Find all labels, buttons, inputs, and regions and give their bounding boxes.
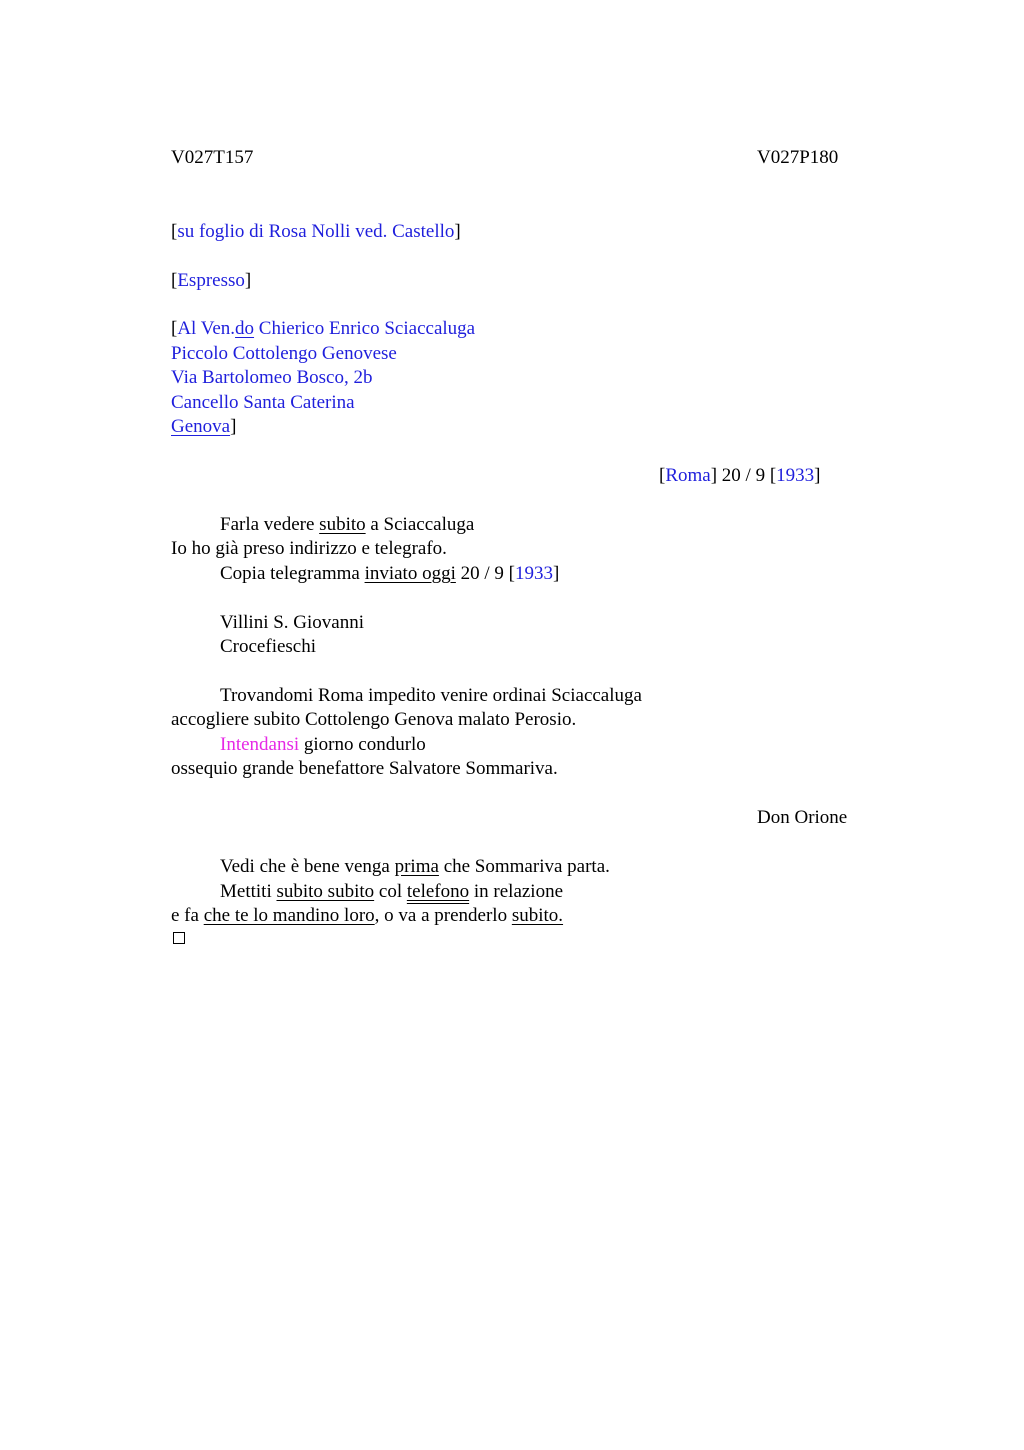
- body-l1-pre: Farla vedere: [220, 514, 320, 535]
- address-l1-abbr: do: [235, 318, 255, 339]
- ps-l2-post: in relazione: [469, 881, 564, 902]
- address-l1-pre: Al Ven.: [177, 318, 236, 339]
- editorial-note-sheet: [su foglio di Rosa Nolli ved. Castello]: [171, 221, 461, 242]
- date-place: Roma: [665, 465, 711, 486]
- ps-l1-post: che Sommariva parta.: [438, 856, 610, 877]
- body-l1-post: a Sciaccaluga: [365, 514, 475, 535]
- ps-l1-underlined: prima: [394, 856, 439, 877]
- telegram-line-2: accogliere subito Cottolengo Genova malato Perosio.: [171, 709, 577, 730]
- address-line-4: Cancello Santa Caterina: [171, 392, 355, 413]
- body-line-3: Copia telegramma inviato oggi 20 / 9 [1933]: [220, 563, 560, 584]
- telegram-l3-post: giorno condurlo: [299, 734, 426, 755]
- express-note-text: Espresso: [177, 270, 245, 291]
- header-left-code: V027T157: [171, 147, 254, 168]
- address-line-2: Piccolo Cottolengo Genovese: [171, 343, 397, 364]
- ps-l2-underlined: subito subito: [276, 881, 375, 902]
- ps-l2-mid: col: [374, 881, 407, 902]
- telegram-line-3: [220, 733, 426, 757]
- body-l3-pre: Copia telegramma: [220, 563, 365, 584]
- date-year: 1933: [776, 465, 815, 486]
- telegram-address-1: Villini S. Giovanni: [220, 612, 365, 633]
- address-line-3: Via Bartolomeo Bosco, 2b: [171, 367, 373, 388]
- date-day-month: 20 / 9: [721, 465, 766, 486]
- body-line-2: Io ho già preso indirizzo e telegrafo.: [171, 538, 447, 559]
- ps-l3-underlined-2: subito.: [511, 905, 564, 926]
- telegram-line-1: Trovandomi Roma impedito venire ordinai Sciaccaluga: [220, 685, 642, 706]
- telegram-line-4: ossequio grande benefattore Salvatore Sommariva.: [171, 758, 558, 779]
- postscript-line-2: [220, 880, 563, 904]
- ps-l3-underlined: che te lo mandino loro: [203, 905, 375, 926]
- telegram-highlight-word: Intendansi: [220, 734, 300, 755]
- telegram-address-2: Crocefieschi: [220, 636, 317, 657]
- address-city: Genova: [171, 416, 231, 437]
- body-line-1: [220, 513, 474, 537]
- ps-l3-pre: e fa: [171, 905, 204, 926]
- body-l3-year: 1933: [514, 563, 553, 584]
- sheet-note-text: su foglio di Rosa Nolli ved. Castello: [177, 221, 455, 242]
- postscript-line-3: [171, 904, 563, 928]
- ps-l1-pre: Vedi che è bene venga: [220, 856, 395, 877]
- body-l1-underlined: subito: [319, 514, 366, 535]
- end-marker-square-icon: [173, 932, 185, 944]
- postscript-line-1: [220, 855, 610, 879]
- ps-l2-pre: Mettiti: [220, 881, 277, 902]
- address-l1-post: Chierico Enrico Sciaccaluga: [254, 318, 476, 339]
- address-line-1: [Al Ven.do Chierico Enrico Sciaccaluga: [171, 318, 476, 339]
- ps-l3-mid: , o va a prenderlo: [374, 905, 512, 926]
- signature: Don Orione: [757, 807, 848, 828]
- letter-date: [Roma] 20 / 9 [1933]: [659, 465, 821, 486]
- header-right-code: V027P180: [757, 147, 839, 168]
- body-l3-date: 20 / 9: [455, 563, 509, 584]
- address-line-5: Genova]: [171, 416, 237, 437]
- editorial-note-express: [Espresso]: [171, 270, 252, 291]
- body-l3-underlined: inviato oggi: [364, 563, 456, 584]
- ps-l2-double-underlined: telefono: [406, 881, 470, 902]
